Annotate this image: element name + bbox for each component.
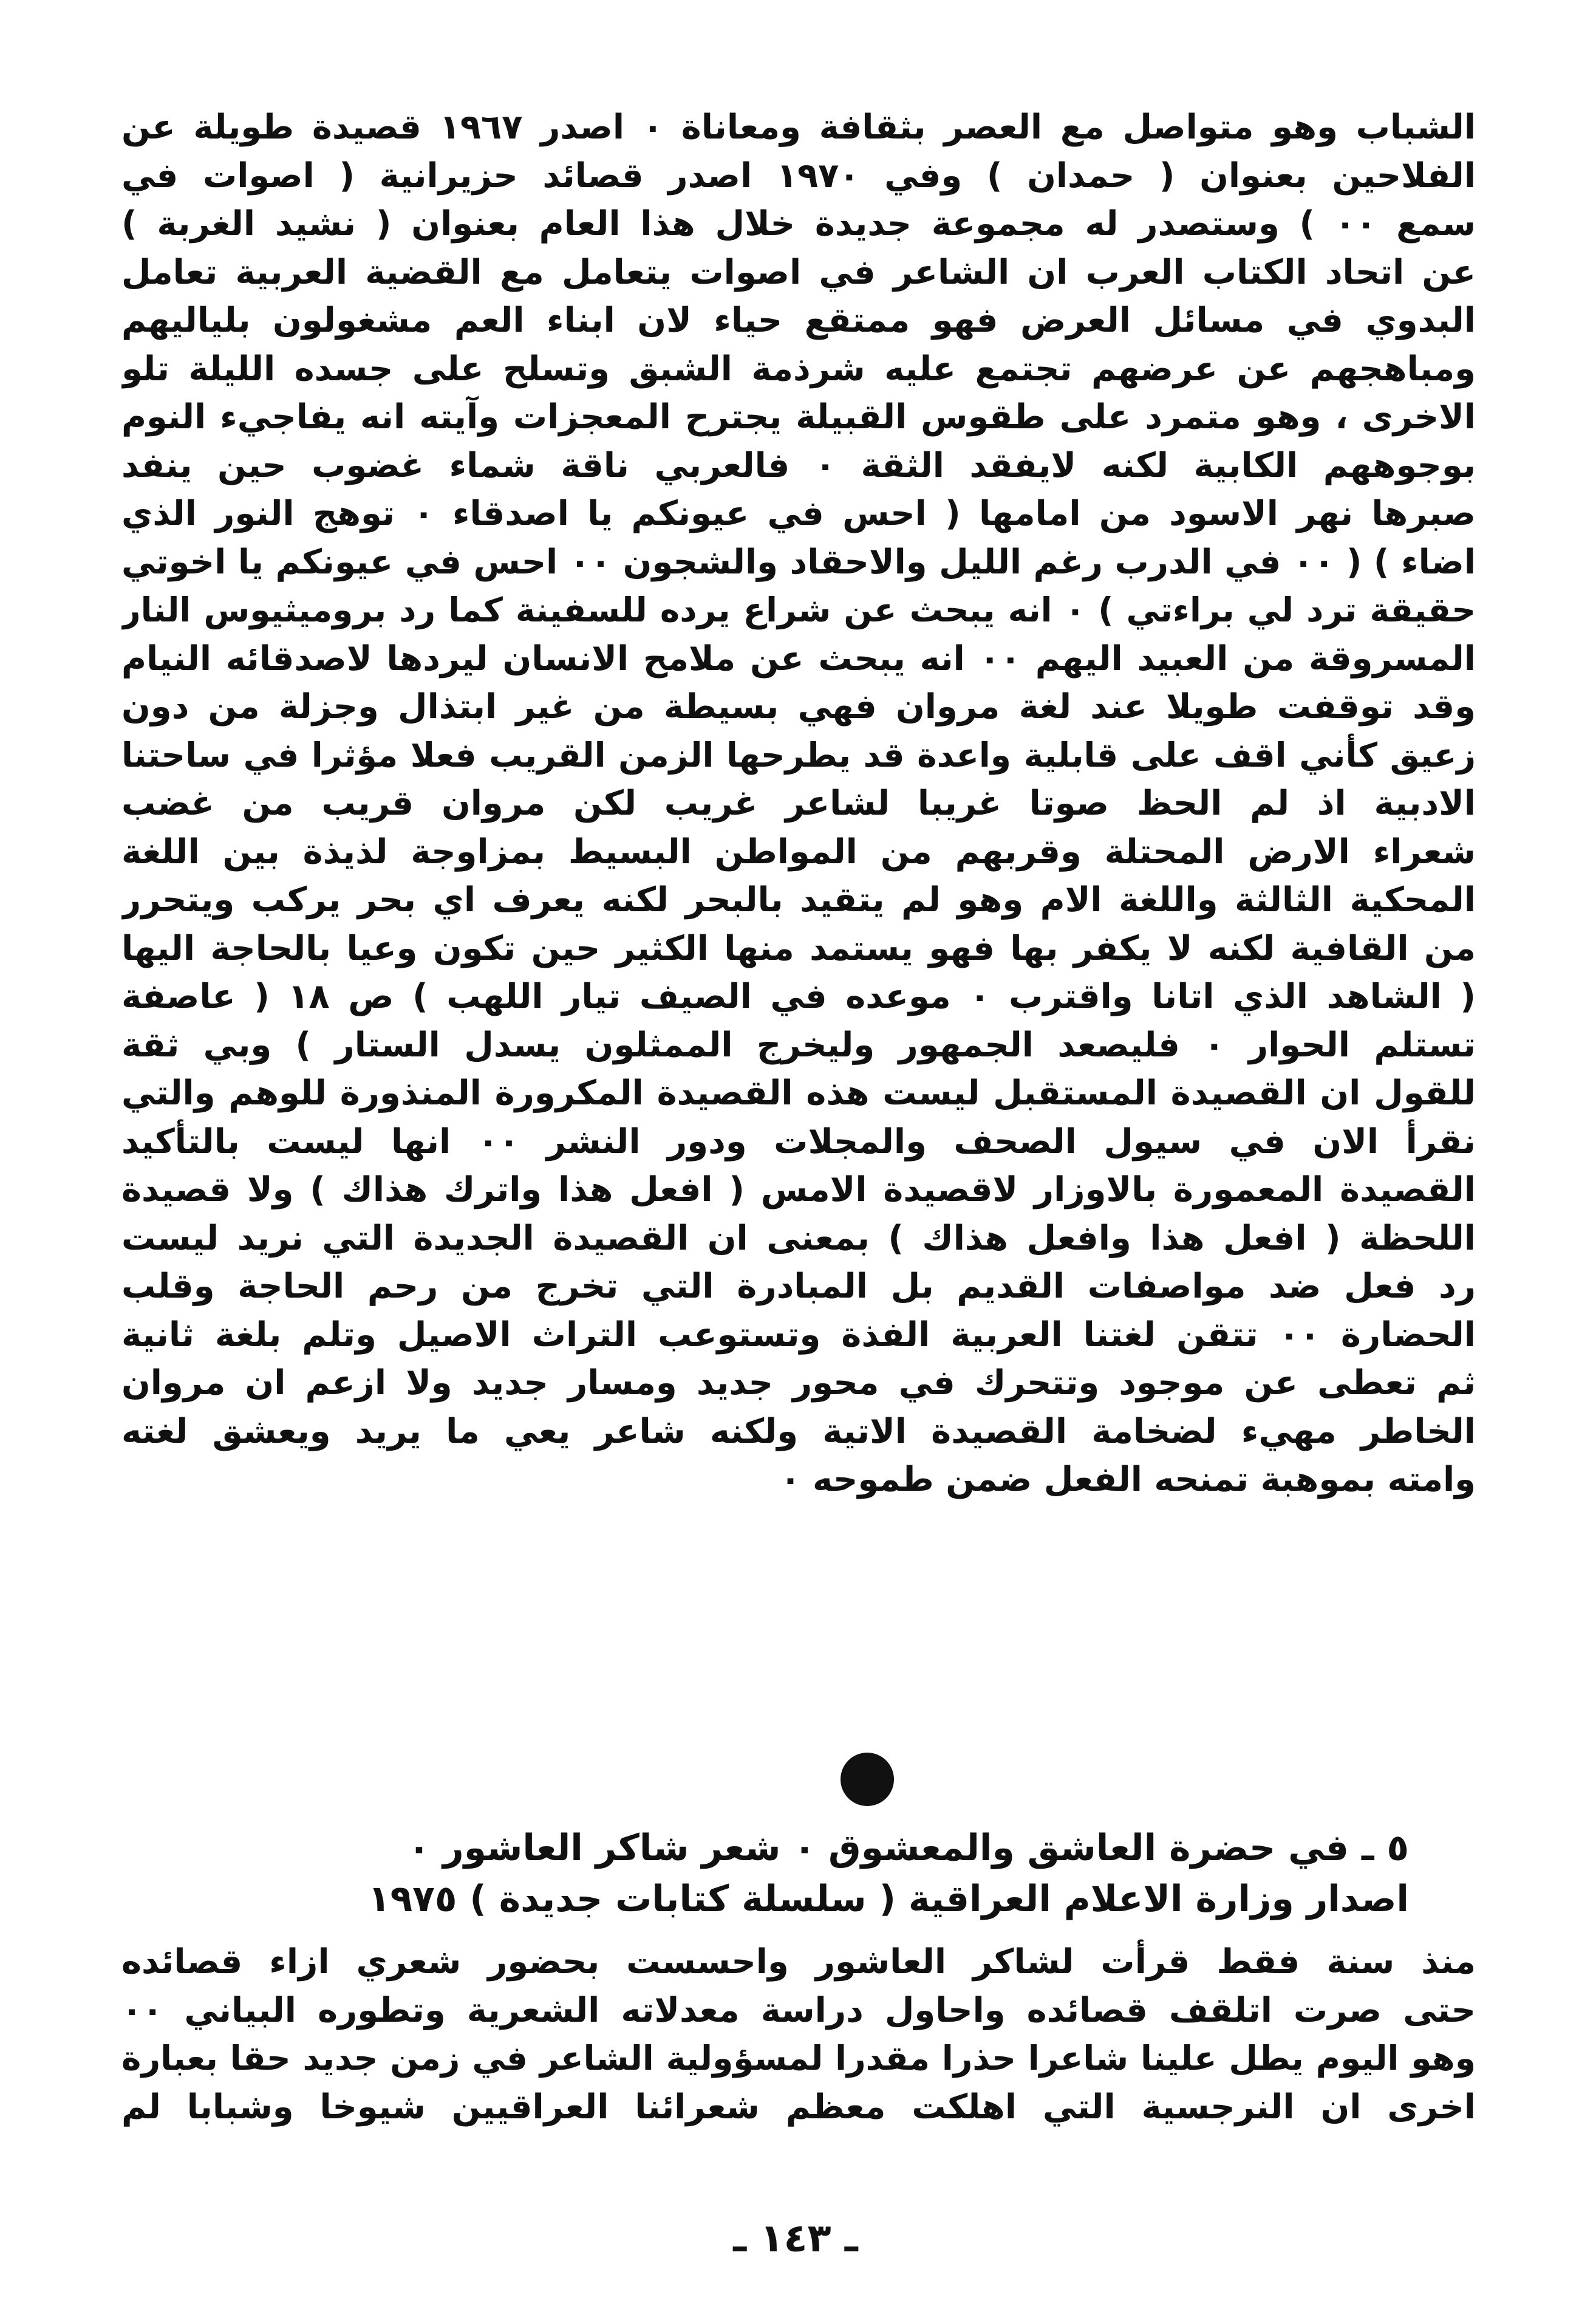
paragraph-1 [121, 103, 1476, 1504]
text-line: ومباهجهم عن عرضهم تجتمع عليه شرذمة الشبق وتسلح على جسده الليلة تلو [121, 349, 1476, 389]
text-line: المحكية الثالثة واللغة الام وهو لم يتقيد بالبحر لكنه يعرف اي بحر يركب ويتحرر [121, 880, 1476, 920]
text-line: عن اتحاد الكتاب العرب ان الشاعر في اصوات يتعامل مع القضية العربية تعامل [121, 252, 1476, 292]
text-line: زعيق كأني اقف على قابلية واعدة قد يطرحها الزمن القريب فعلا مؤثرا في ساحتنا [121, 735, 1476, 775]
text-line: رد فعل ضد مواصفات القديم بل المبادرة التي تخرج من رحم الحاجة وقلب [121, 1267, 1476, 1306]
text-line: القصيدة المعمورة بالاوزار لاقصيدة الامس ( افعل هذا واترك هذاك ) ولا قصيدة [121, 1170, 1476, 1210]
text-line: الفلاحين بعنوان ( حمدان ) وفي ١٩٧٠ اصدر قصائد حزيرانية ( اصوات في [121, 156, 1476, 196]
text-line: اخرى ان النرجسية التي اهلكت معظم شعرائنا العراقيين شيوخا وشبابا لم [121, 2087, 1476, 2127]
page-number: ـ ١٤٣ ـ [733, 2216, 858, 2261]
text-line: حتى صرت اتلقف قصائده واحاول دراسة معدلاته الشعرية وتطوره البياني ٠٠ [121, 1990, 1476, 2030]
text-line: وهو اليوم يطل علينا شاعرا حذرا مقدرا لمسؤولية الشاعر في زمن جديد حقا بعبارة [121, 2039, 1476, 2078]
paragraph-2 [121, 1938, 1476, 2131]
text-line: المسروقة من العبيد اليهم ٠٠ انه يبحث عن ملامح الانسان ليردها لاصدقائه النيام [121, 638, 1476, 679]
text-line: نقرأ الان في سيول الصحف والمجلات ودور النشر ٠٠ انها ليست بالتأكيد [121, 1121, 1476, 1162]
text-line: ( الشاهد الذي اتانا واقترب ٠ موعده في الصيف تيار اللهب ) ص ١٨ ( عاصفة [121, 977, 1476, 1016]
text-line: صبرها نهر الاسود من امامها ( احس في عيونكم يا اصدقاء ٠ توهج النور الذي [121, 494, 1476, 533]
text-line: الشباب وهو متواصل مع العصر بثقافة ومعاناة ٠ اصدر ١٩٦٧ قصيدة طويلة عن [121, 108, 1476, 147]
text-line: حقيقة ترد لي براءتي ) ٠ انه يبحث عن شراع يرده للسفينة كما رد بروميثيوس النار [121, 590, 1476, 629]
text-line: اضاء ) ( ٠٠ في الدرب رغم الليل والاحقاد والشجون ٠٠ احس في عيونكم يا اخوتي [121, 542, 1476, 582]
text-line: الاخرى ، وهو متمرد على طقوس القبيلة يجترح المعجزات وآيته انه يفاجيء النوم [121, 397, 1476, 437]
text-line: الادبية اذ لم الحظ صوتا غريبا لشاعر غريب لكن مروان قريب من غضب [121, 784, 1476, 823]
section-divider-dot [841, 1753, 894, 1806]
text-line: شعراء الارض المحتلة وقربهم من المواطن البسيط بمزاوجة لذيذة بين اللغة [121, 832, 1476, 872]
text-line: للقول ان القصيدة المستقبل ليست هذه القصيدة المكرورة المنذورة للوهم والتي [121, 1073, 1476, 1113]
text-line: الحضارة ٠٠ تتقن لغتنا العربية الفذة وتستوعب التراث الاصيل وتلم بلغة ثانية [121, 1315, 1476, 1355]
text-line: اللحظة ( افعل هذا وافعل هذاك ) بمعنى ان القصيدة الجديدة التي نريد ليست [121, 1218, 1476, 1258]
text-line: منذ سنة فقط قرأت لشاكر العاشور واحسست بحضور شعري ازاء قصائده [121, 1942, 1476, 1982]
text-line: وقد توقفت طويلا عند لغة مروان فهي بسيطة من غير ابتذال وجزلة من دون [121, 687, 1476, 727]
text-line: من القافية لكنه لا يكفر بها فهو يستمد منها الكثير حين تكون وعيا بالحاجة اليها [121, 928, 1476, 968]
section-heading [316, 1822, 1409, 1925]
section-heading-title: ٥ ـ في حضرة العاشق والمعشوق ٠ شعر شاكر العاشور ٠ [408, 1827, 1409, 1869]
text-line: الخاطر مهيء لضخامة القصيدة الاتية ولكنه شاعر يعي ما يريد ويعشق لغته [121, 1411, 1476, 1451]
text-line: البدوي في مسائل العرض فهو ممتقع حياء لان ابناء العم مشغولون بلياليهم [121, 301, 1476, 340]
text-line: تستلم الحوار ٠ فليصعد الجمهور وليخرج الممثلون يسدل الستار ) وبي ثقة [121, 1025, 1476, 1065]
text-line: سمع ٠٠ ) وستصدر له مجموعة جديدة خلال هذا العام بعنوان ( نشيد الغربة ) [121, 204, 1476, 244]
text-line: ثم تعطى عن موجود وتتحرك في محور جديد ومسار جديد ولا ازعم ان مروان [121, 1363, 1476, 1403]
text-line: بوجوههم الكابية لكنه لايفقد الثقة ٠ فالعربي ناقة شماء غضوب حين ينفد [121, 445, 1476, 485]
section-heading-publisher: اصدار وزارة الاعلام العراقية ( سلسلة كتابات جديدة ) ١٩٧٥ [368, 1878, 1409, 1920]
text-line: وامته بموهبة تمنحه الفعل ضمن طموحه ٠ [780, 1460, 1476, 1499]
